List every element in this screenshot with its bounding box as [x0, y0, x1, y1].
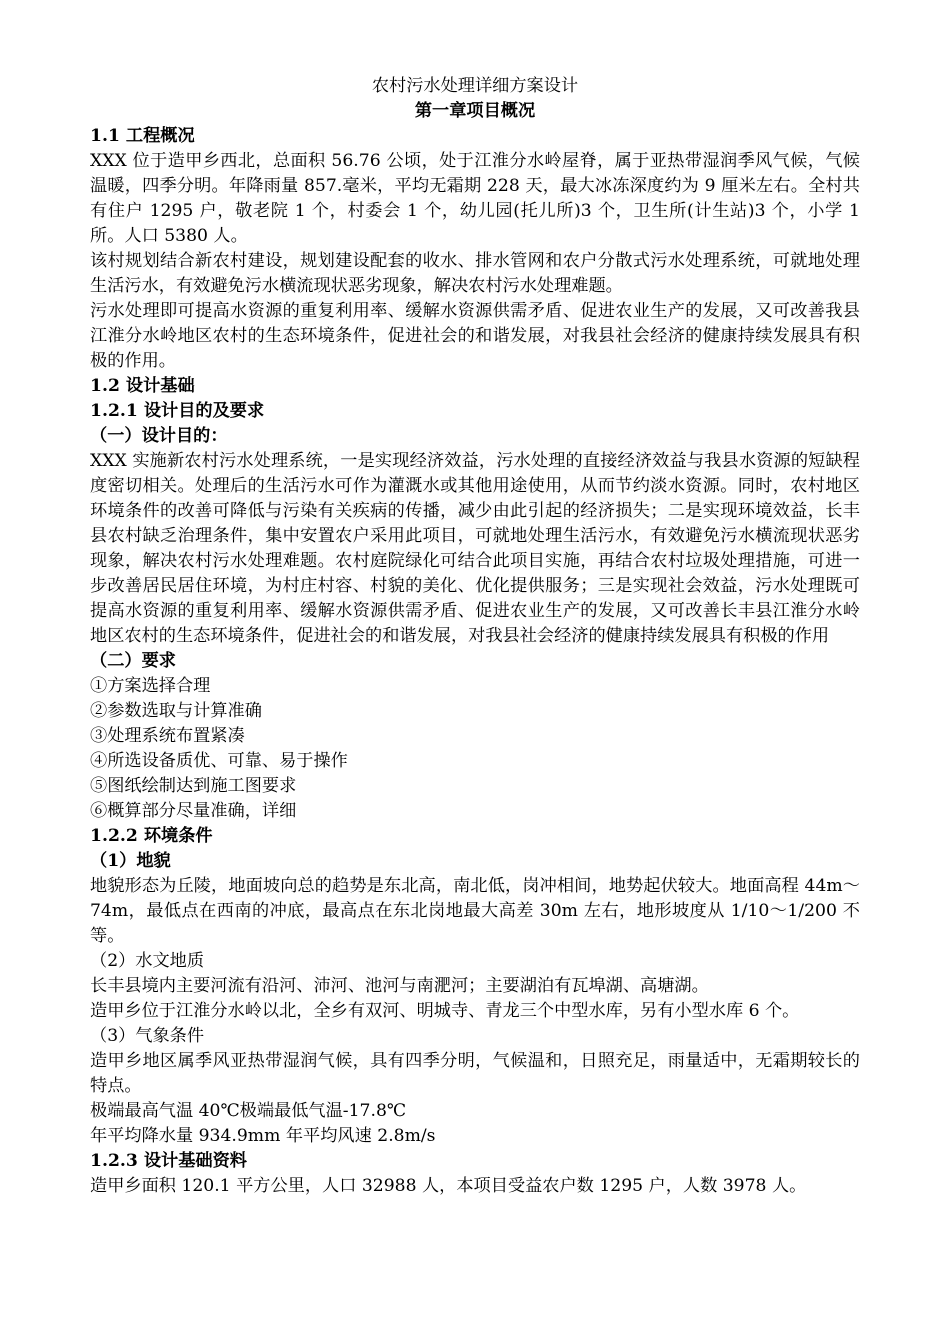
purpose-paragraph: XXX 实施新农村污水处理系统，一是实现经济效益，污水处理的直接经济效益与我县水资源的短缺程度密切相关。处理后的生活污水可作为灌溉水或其他用途使用，从而节约淡水资源。同时，农村地区环境条件的改善可降低与污染有关疾病的传播，减少由此引起的经济损失；二是实现环境效益，长丰县农村缺乏治理条件，集中安置农户采用此项目，可就地处理生活污水，有效避免污水横流现状恶劣现象，解决农村污水处理难题。农村庭院绿化可结合此项目实施，再结合农村垃圾处理措施，可进一步改善居民居住环境，为村庄村容、村貌的美化、优化提供服务；三是实现社会效益，污水处理既可提高水资源的重复利用率、缓解水资源供需矛盾、促进农业生产的发展，又可改善长丰县江淮分水岭地区农村的生态环境条件，促进社会的和谐发展，对我县社会经济的健康持续发展具有积极的作用: [90, 451, 860, 646]
requirement-item: ⑥概算部分尽量准确，详细: [90, 801, 297, 821]
basic-data-paragraph: 造甲乡面积 120.1 平方公里，人口 32988 人，本项目受益农户数 1295 户，人数 3978 人。: [90, 1176, 807, 1196]
section-heading-1-2-1: 1.2.1 设计目的及要求: [90, 401, 265, 421]
purpose-heading: （一）设计目的：: [90, 426, 228, 446]
hydro-heading: （2）水文地质: [90, 951, 205, 971]
requirement-item: ③处理系统布置紧凑: [90, 726, 245, 746]
document-page: [90, 74, 860, 1199]
section-heading-1-2-2: 1.2.2 环境条件: [90, 826, 213, 846]
section-heading-1-2-3: 1.2.3 设计基础资料: [90, 1151, 247, 1171]
requirement-item: ②参数选取与计算准确: [90, 701, 262, 721]
requirement-item: ⑤图纸绘制达到施工图要求: [90, 776, 297, 796]
hydro-line: 造甲乡位于江淮分水岭以北，全乡有双河、明城寺、青龙三个中型水库，另有小型水库 6 个。: [90, 1001, 800, 1021]
terrain-heading: （1）地貌: [90, 851, 171, 871]
climate-heading: （3）气象条件: [90, 1026, 205, 1046]
chapter-heading: 第一章项目概况: [414, 101, 536, 121]
document-title: 农村污水处理详细方案设计: [371, 76, 579, 96]
hydro-line: 长丰县境内主要河流有沿河、沛河、池河与南淝河；主要湖泊有瓦埠湖、高塘湖。: [90, 976, 709, 996]
requirement-item: ④所选设备质优、可靠、易于操作: [90, 751, 348, 771]
climate-line: 极端最高气温 40℃极端最低气温-17.8℃: [90, 1101, 407, 1121]
paragraph-overview-1: XXX 位于造甲乡西北，总面积 56.76 公顷，处于江淮分水岭屋脊，属于亚热带湿润季风气候，气候温暖，四季分明。年降雨量 857.毫米，平均无霜期 228 天，最大冰冻深度约为 9 厘米左右。全村共有住户 1295 户，敬老院 1 个，村委会 1 个，幼儿园(托儿所)3 个，卫生所(计生站)3 个，小学 1 所。人口 5380 人。: [90, 151, 860, 246]
paragraph-overview-3: 污水处理即可提高水资源的重复利用率、缓解水资源供需矛盾、促进农业生产的发展，又可改善我县江淮分水岭地区农村的生态环境条件，促进社会的和谐发展，对我县社会经济的健康持续发展具有积极的作用。: [90, 301, 860, 371]
paragraph-overview-2: 该村规划结合新农村建设，规划建设配套的收水、排水管网和农户分散式污水处理系统，可就地处理生活污水，有效避免污水横流现状恶劣现象，解决农村污水处理难题。: [90, 251, 860, 296]
requirement-item: ①方案选择合理: [90, 676, 211, 696]
section-heading-1-2: 1.2 设计基础: [90, 376, 195, 396]
terrain-paragraph: 地貌形态为丘陵，地面坡向总的趋势是东北高，南北低，岗冲相间，地势起伏较大。地面高程 44m～74m，最低点在西南的冲底，最高点在东北岗地最大高差 30m 左右，地形坡度从 1/10～1/200 不等。: [90, 876, 860, 946]
climate-line: 年平均降水量 934.9mm 年平均风速 2.8m/s: [90, 1126, 436, 1146]
section-heading-1-1: 1.1 工程概况: [90, 126, 195, 146]
requirements-heading: （二）要求: [90, 651, 176, 671]
climate-paragraph: 造甲乡地区属季风亚热带湿润气候，具有四季分明，气候温和，日照充足，雨量适中，无霜期较长的特点。: [90, 1051, 860, 1096]
